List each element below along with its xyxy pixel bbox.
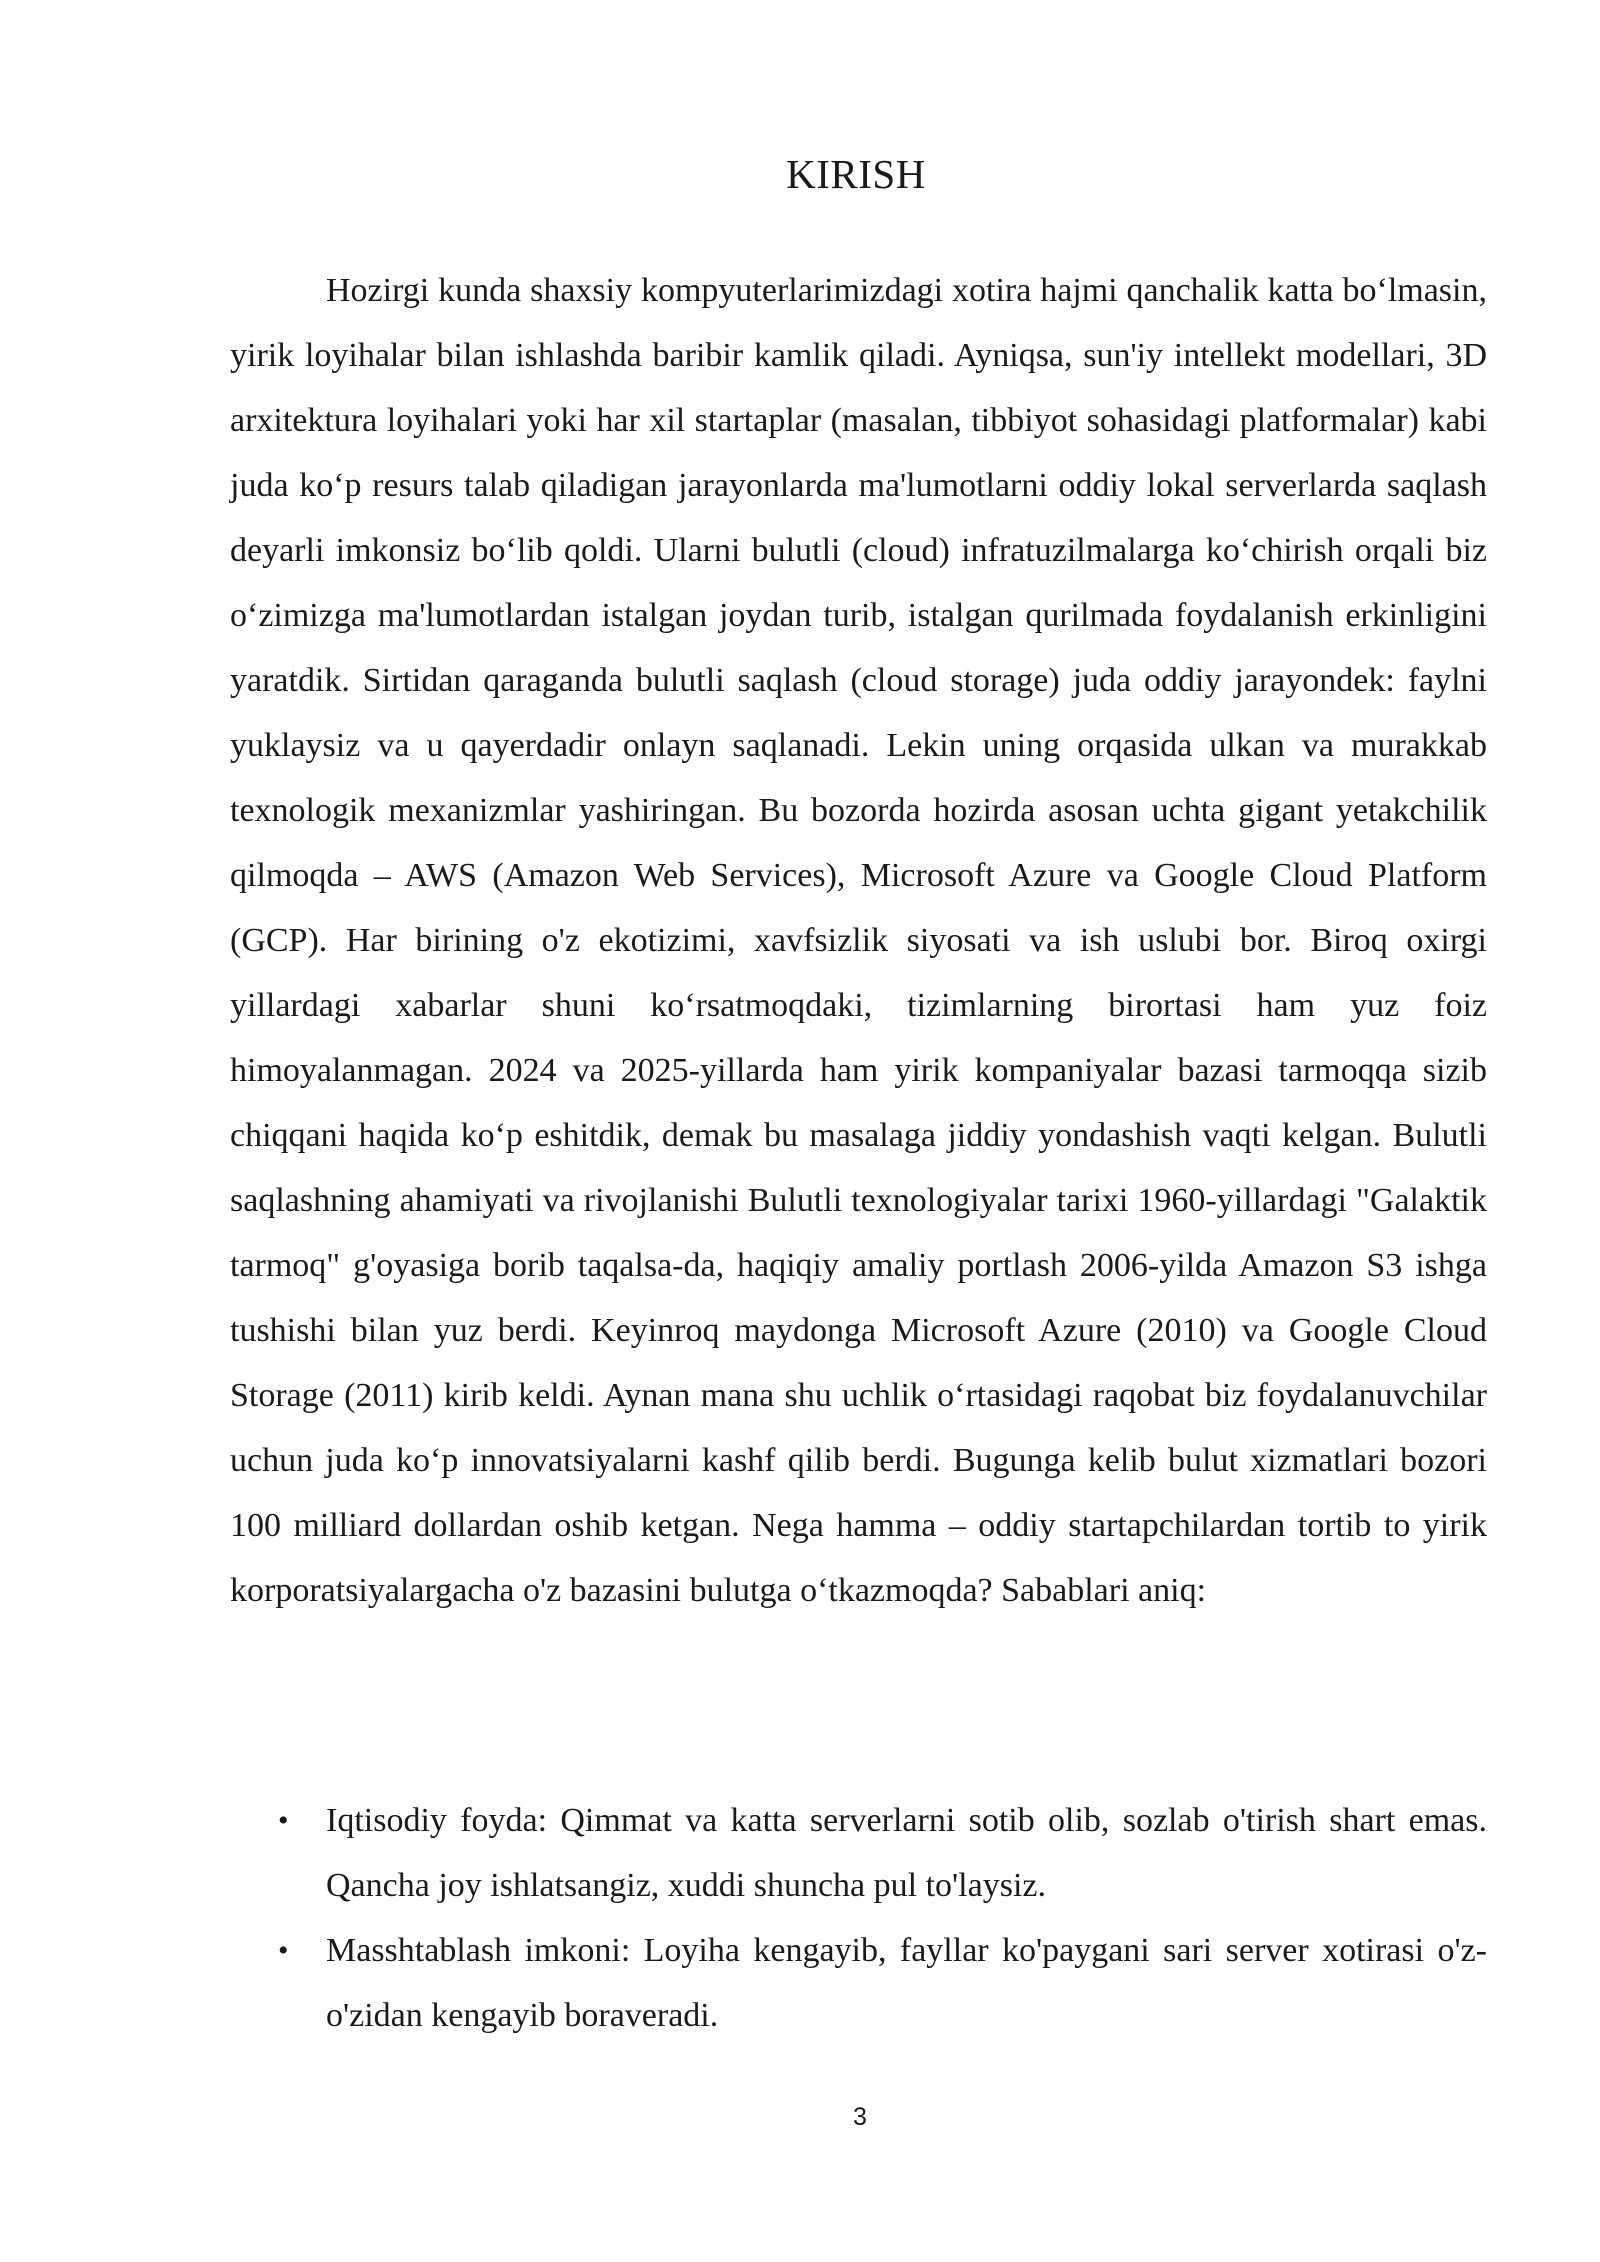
bullet-list bbox=[230, 1788, 1487, 2048]
page-title: KIRISH bbox=[786, 151, 926, 197]
bullet-text: Masshtablash imkoni: Loyiha kengayib, fayllar ko'paygani sari server xotirasi o'z-o'zidan kengayib boraveradi. bbox=[326, 1932, 1487, 2034]
page-number: 3 bbox=[853, 2103, 867, 2131]
bullet-text: Iqtisodiy foyda: Qimmat va katta serverlarni sotib olib, sozlab o'tirish shart emas. Qancha joy ishlatsangiz, xuddi shuncha pul to'laysiz. bbox=[326, 1802, 1487, 1904]
list-item bbox=[230, 1788, 1487, 1918]
bullet-icon: • bbox=[278, 1934, 289, 1967]
bullet-icon: • bbox=[278, 1804, 289, 1837]
intro-paragraph: Hozirgi kunda shaxsiy kompyuterlarimizdagi xotira hajmi qanchalik katta bo‘lmasin, yirik loyihalar bilan ishlashda baribir kamlik qiladi. Ayniqsa, sun'iy intellekt modellari, 3D arxitektura loyihalari yoki har xil startaplar (masalan, tibbiyot sohasidagi platformalar) kabi juda ko‘p resurs talab qiladigan jarayonlarda ma'lumotlarni oddiy lokal serverlarda saqlash deyarli imkonsiz bo‘lib qoldi. Ularni bulutli (cloud) infratuzilmalarga ko‘chirish orqali biz o‘zimizga ma'lumotlardan istalgan joydan turib, istalgan qurilmada foydalanish erkinligini yaratdik. Sirtidan qaraganda bulutli saqlash (cloud storage) juda oddiy jarayondek: faylni yuklaysiz va u qayerdadir onlayn saqlanadi. Lekin uning orqasida ulkan va murakkab texnologik mexanizmlar yashiringan. Bu bozorda hozirda asosan uchta gigant yetakchilik qilmoqda – AWS (Amazon Web Services), Microsoft Azure va Google Cloud Platform (GCP). Har birining o'z ekotizimi, xavfsizlik siyosati va ish uslubi bor. Biroq oxirgi yillardagi xabarlar shuni ko‘rsatmoqdaki, tizimlarning birortasi ham yuz foiz himoyalanmagan. 2024 va 2025-yillarda ham yirik kompaniyalar bazasi tarmoqqa sizib chiqqani haqida ko‘p eshitdik, demak bu masalaga jiddiy yondashish vaqti kelgan. Bulutli saqlashning ahamiyati va rivojlanishi Bulutli texnologiyalar tarixi 1960-yillardagi "Galaktik tarmoq" g'oyasiga borib taqalsa-da, haqiqiy amaliy portlash 2006-yilda Amazon S3 ishga tushishi bilan yuz berdi. Keyinroq maydonga Microsoft Azure (2010) va Google Cloud Storage (2011) kirib keldi. Aynan mana shu uchlik o‘rtasidagi raqobat biz foydalanuvchilar uchun juda ko‘p innovatsiyalarni kashf qilib berdi. Bugunga kelib bulut xizmatlari bozori 100 milliard dollardan oshib ketgan. Nega hamma – oddiy startapchilardan tortib to yirik korporatsiyalargacha o'z bazasini bulutga o‘tkazmoqda? Sabablari aniq: bbox=[230, 272, 1487, 1609]
list-item bbox=[230, 1918, 1487, 2048]
